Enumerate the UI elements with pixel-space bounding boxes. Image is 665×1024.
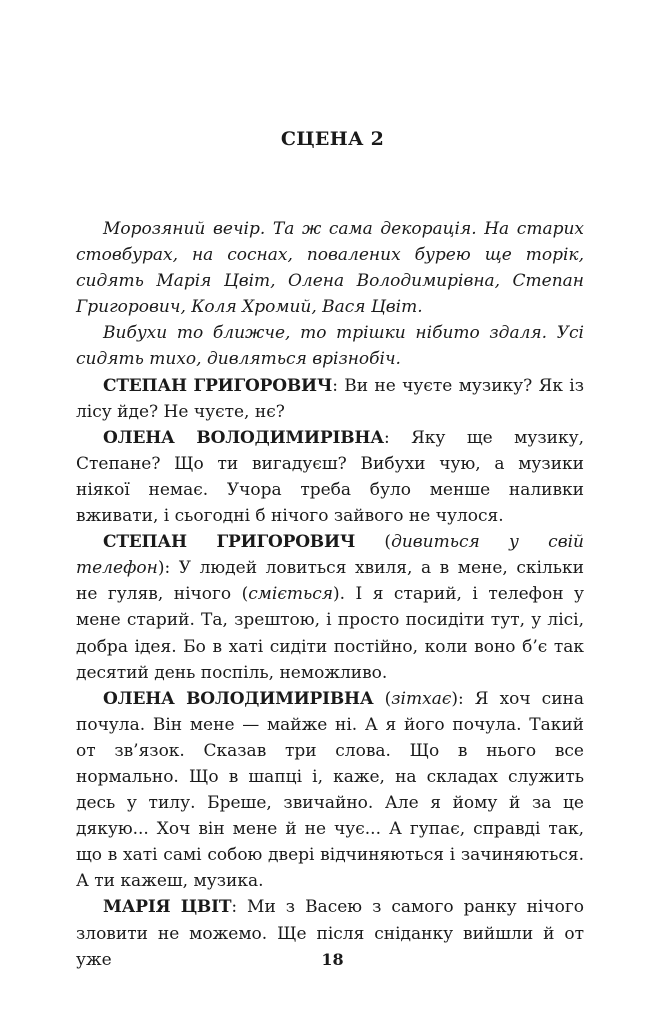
speaker-name: ОЛЕНА ВОЛОДИМИРІВНА	[103, 688, 374, 709]
stage-direction: Морозяний вечір. Та ж сама декорація. На старих стовбурах, на соснах, повалених бурею ще торік, сидять Марія Цвіт, Олена Володимирівна, Степан Григорович, Коля Хромий, Вася Цвіт.	[76, 219, 584, 318]
dialogue-line	[76, 373, 584, 425]
speech-text: : Ви не чуєте музику? Як із лісу йде? Не чуєте, нє?	[76, 375, 584, 422]
speech-text: ). І я старий, і телефон у мене старий. Та, зрештою, і просто посидіти тут, у лісі, добра ідея. Бо в хаті сидіти постійно, коли воно б’є так десятий день поспіль, неможливо.	[76, 584, 585, 683]
dialogue-line	[76, 686, 584, 895]
stage-direction: Вибухи то ближче, то трішки нібито здаля. Усі сидять тихо, дивляться врізнобіч.	[76, 323, 584, 370]
stage-remark: зітхає	[391, 688, 452, 709]
dialogue-line	[76, 425, 584, 529]
play-text	[76, 216, 584, 973]
speech-text: (	[355, 532, 392, 553]
page-number: 18	[321, 950, 344, 969]
speech-text: ): У людей ловиться хвиля, а в мене, скільки не гуляв, нічого (	[76, 558, 584, 605]
speech-text: ): Я хоч сина почула. Він мене — майже ні. А я його почула. Такий от зв’язок. Сказав три слова. Що в нього все нормально. Що в шапці і, каже, на складах служить десь у тилу. Бреше, звичайно. Але я йому й за це дякую... Хоч він мене й не чує... А гупає, справді так, що в хаті самі собою двері відчиняються і зачиняються. А ти кажеш, музика.	[76, 688, 584, 892]
speech-text: (	[373, 688, 392, 709]
dialogue-line	[76, 529, 584, 686]
speech-text: : Ми з Васею з самого ранку нічого зловити не можемо. Ще після сніданку вийшли й от уже	[76, 897, 584, 970]
speech-text: : Яку ще музику, Степане? Що ти вигадуєш? Вибухи чую, а музики ніякої немає. Учора треба було менше наливки вживати, і сьогодні б нічого зайвого не чулося.	[76, 427, 584, 527]
speaker-name: СТЕПАН ГРИГОРОВИЧ	[103, 532, 356, 553]
stage-remark: дивиться у свій телефон	[76, 532, 584, 579]
stage-remark: сміється	[248, 584, 333, 605]
scene-title: СЦЕНА 2	[280, 128, 385, 150]
speaker-name: ОЛЕНА ВОЛОДИМИРІВНА	[103, 427, 384, 448]
speaker-name: СТЕПАН ГРИГОРОВИЧ	[103, 375, 333, 396]
speaker-name: МАРІЯ ЦВІТ	[103, 897, 232, 918]
